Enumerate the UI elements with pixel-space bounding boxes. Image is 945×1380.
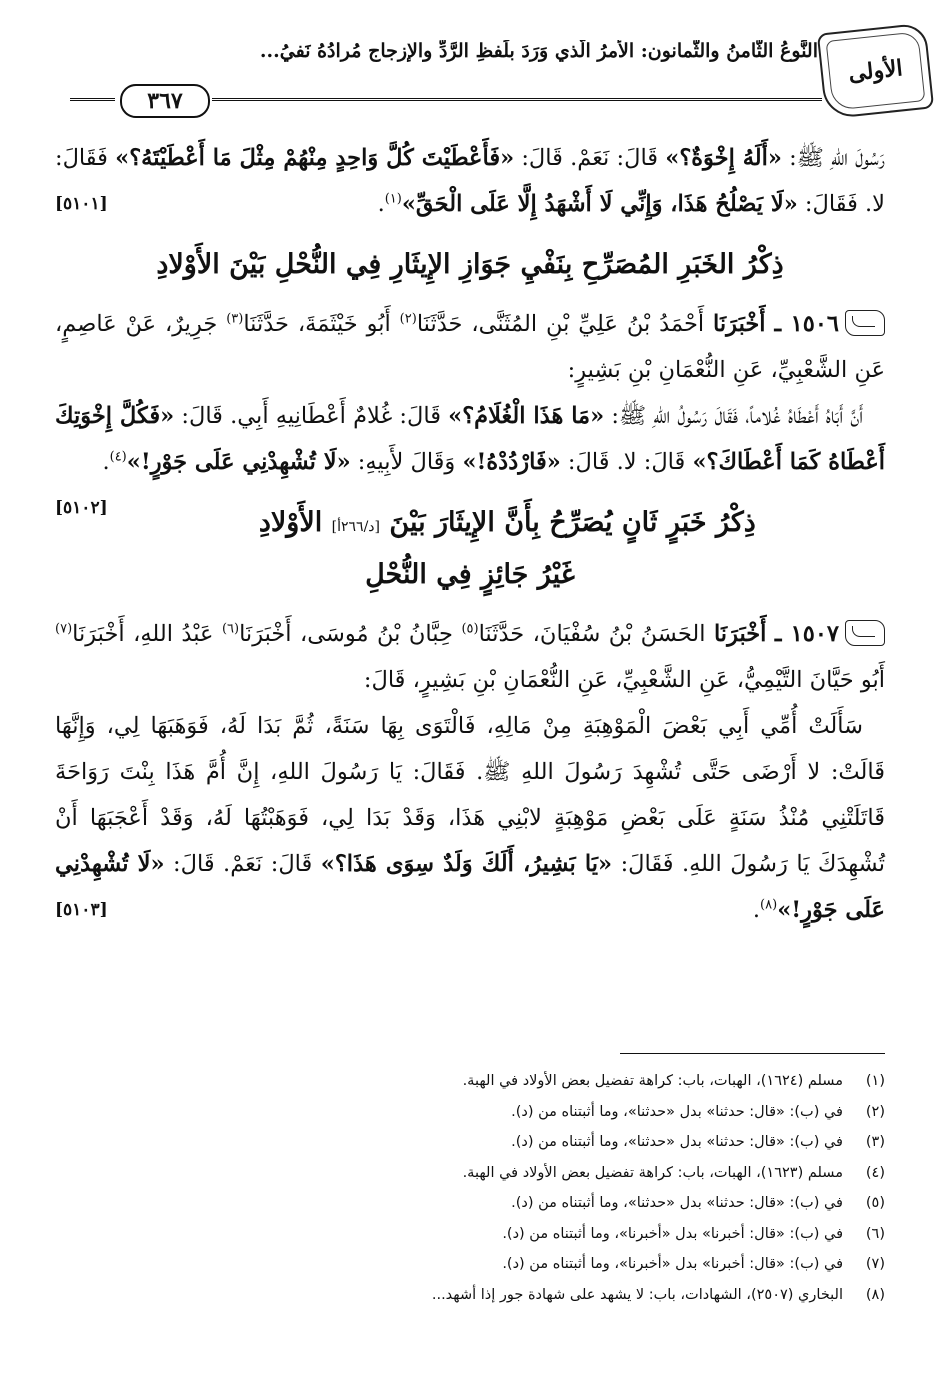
text-span: قَالَ: نَعَمْ. قَالَ: [164, 851, 321, 877]
footnote-marker[interactable]: (٤) [109, 449, 127, 465]
footnote-number: (٥) [865, 1195, 885, 1211]
footnote-marker[interactable]: (٨) [760, 897, 778, 913]
footnote-text: في (ب): «قال: أخبرنا» بدل «أخبرنا»، وما أثبتناه من (د). [502, 1256, 843, 1272]
text-span: جَرِيرٌ، عَنْ عَاصِمٍ، عَنِ الشَّعْبِيِّ، عَنِ النُّعْمَانِ بْنِ بَشِيرٍ: [55, 311, 885, 383]
footnote-number: (٣) [865, 1134, 885, 1150]
isnad-keyword: أَخْبَرَنَا [713, 621, 767, 647]
hadith-reference: [٥١٠٣] [55, 900, 108, 920]
text-span: الحَسَنُ بْنُ سُفْيَانَ، حَدَّثَنَا [478, 621, 714, 647]
footnote-item [55, 1158, 885, 1189]
footnote-separator [620, 1053, 885, 1054]
footnote-text: في (ب): «قال: حدثنا» بدل «حدثنا»، وما أثبتناه من (د). [511, 1195, 843, 1211]
hadith-isnad [55, 611, 885, 703]
page-number: ٣٦٧ [120, 84, 210, 118]
badge-text: الأولى [847, 55, 904, 87]
header-rule-left [70, 98, 115, 101]
footnote-marker[interactable]: (٧) [55, 621, 73, 637]
prophetic-quote: «لَا تُشْهِدْنِي عَلَى جَوْرٍ!» [126, 449, 351, 475]
text-span: وَقَالَ لأَبِيهِ: [350, 449, 463, 475]
section-title [55, 499, 885, 599]
footnote-marker[interactable]: (٥) [461, 621, 479, 637]
running-title: النَّوعُ الثَّامنُ والثَّمانون: الأمرُ الَّذي وَرَدَ بلَفظِ الرَّدِّ والإزجاج مُرادُهُ نَفيُ... [259, 40, 818, 62]
footnote-item [55, 1188, 885, 1219]
main-text [55, 135, 885, 933]
hadith-matn: أَنَّ أَبَاهُ أَعْطَاهُ غُلاماً، فَقَالَ رَسُولُ اللهِ ﷺ: «مَا هَذَا الْغُلَامُ؟» قَالَ: غُلامٌ أَعْطَانِيهِ أَبِي. قَالَ: «فَكُلَّ إِخْوَتِكَ أَعْطَاهُ كَمَا أَعْطَاكَ؟» قَالَ: لا. قَالَ: «فَارْدُدْهُ!» وَقَالَ لأَبِيهِ: «لَا تُشْهِدْنِي عَلَى جَوْرٍ!»$^{(٤)}$. [٥١٠٢] [55, 393, 885, 485]
prophetic-quote: «مَا هَذَا الْغُلَامُ؟» [448, 403, 605, 429]
footnote-number: (٦) [865, 1225, 885, 1242]
hadith-number: ١٥٠٧ ـ [774, 621, 839, 647]
hadith-isnad [55, 301, 885, 393]
text-span: أَبُو حَيَّانَ التَّيْمِيُّ، عَنِ الشَّعْبِيِّ، عَنِ النُّعْمَانِ بْنِ بَشِيرٍ، قَالَ: [363, 667, 885, 693]
footnote-text: البخاري (٢٥٠٧)، الشهادات، باب: لا يشهد على شهادة جور إذا أشهد... [431, 1286, 843, 1303]
footnote-text: في (ب): «قال: حدثنا» بدل «حدثنا»، وما أثبتناه من (د). [511, 1134, 843, 1150]
prophetic-quote: «لَا يَصْلُحُ هَذَا، وَإِنِّي لَا أَشْهَدُ إِلَّا عَلَى الْحَقِّ» [401, 191, 798, 217]
footnote-marker[interactable]: (١) [384, 191, 402, 207]
hadith-matn: سَأَلَتْ أُمِّي أَبِي بَعْضَ الْمَوْهِبَةِ مِنْ مَالِهِ، فَالْتَوَى بِهَا سَنَةً، ثُمَّ بَدَا لَهُ، فَوَهَبَهَا لِي، وَإِنَّهَا قَالَتْ: لا أَرْضَى حَتَّى تُشْهِدَ رَسُولَ اللهِ ﷺ. فَقَالَ: يَا رَسُولَ اللهِ، إِنَّ أُمَّ هَذَا بِنْتَ رَوَاحَةَ قَاتَلَتْنِي مُنْذُ سَنَةٍ عَلَى بَعْضِ مَوْهِبَةٍ لابْنِي هَذَا، وَقَدْ بَدَا لِي، فَوَهَبْتُهَا لَهُ، وَقَدْ أَعْجَبَهَا أَنْ تُشْهِدَكَ يَا رَسُولَ اللهِ. فَقَالَ: «يَا بَشِيرُ، أَلَكَ وَلَدٌ سِوَى هَذَا؟» قَالَ: نَعَمْ. قَالَ: «لَا تُشْهِدْنِي عَلَى جَوْرٍ!»$^{(٨)}$. [٥١٠٣] [55, 703, 885, 933]
footnotes [55, 1066, 885, 1310]
badge-frame [826, 31, 926, 110]
footnote-number: (٢) [865, 1103, 885, 1120]
header-rule-right [212, 98, 822, 101]
footnote-marker[interactable]: (٦) [221, 621, 240, 637]
text-span: أَبُو خَيْثَمَةَ، حَدَّثَنَا [243, 311, 400, 337]
hadith-number: ١٥٠٦ ـ [774, 311, 839, 337]
footnote-text: مسلم (١٦٢٤)، الهبات، باب: كراهة تفضيل بعض الأولاد في الهبة. [462, 1073, 843, 1089]
footnote-item [55, 1219, 885, 1250]
footnote-number: (٤) [865, 1164, 885, 1181]
hadith-marker-icon [845, 310, 885, 336]
prophetic-quote: «أَلَهُ إِخْوَةٌ؟» [665, 145, 782, 171]
footnote-marker[interactable]: (٣) [226, 311, 244, 327]
prophetic-quote: «لَا تُشْهِدْنِي عَلَى جَوْرٍ!» [55, 851, 885, 923]
prophetic-quote: «فَأَعْطَيْتَ كُلَّ وَاحِدٍ مِنْهُمْ مِثْلَ مَا أَعْطَيْتَهُ؟» [115, 145, 515, 171]
footnote-text: في (ب): «قال: أخبرنا» بدل «أخبرنا»، وما أثبتناه من (د). [502, 1225, 843, 1242]
text-span: قَالَ: لا. قَالَ: [560, 449, 693, 475]
prophetic-quote: «يَا بَشِيرُ، أَلَكَ وَلَدٌ سِوَى هَذَا؟» [320, 851, 613, 877]
section-title: ذِكْرُ الخَبَرِ المُصَرِّحِ بِنَفْيِ جَوَازِ الإِيثَارِ فِي النُّحْلِ بَيْنَ الأَوْلادِ [156, 249, 784, 280]
text-span: أَنَّ أَبَاهُ أَعْطَاهُ غُلاماً، فَقَالَ رَسُولُ اللهِ ﷺ: [604, 403, 864, 429]
text-span: قَالَ: غُلامٌ أَعْطَانِيهِ أَبِي. قَالَ: [174, 403, 449, 429]
title-text: ذِكْرُ خَبَرٍ ثَانٍ يُصَرِّحُ بِأَنَّ الإِيثَارَ بَيْنَ [389, 507, 756, 538]
paragraph-continuation: رَسُولَ اللهِ ﷺ: «أَلَهُ إِخْوَةٌ؟» قَالَ: نَعَمْ. قَالَ: «فَأَعْطَيْتَ كُلَّ وَاحِدٍ مِنْهُمْ مِثْلَ مَا أَعْطَيْتَهُ؟» فَقَالَ: لا. فَقَالَ: «لَا يَصْلُحُ هَذَا، وَإِنِّي لَا أَشْهَدُ إِلَّا عَلَى الْحَقِّ»$^{(١)}$. [٥١٠١] [55, 135, 885, 227]
hadith-marker-icon [845, 620, 885, 646]
footnote-item [55, 1280, 885, 1311]
isnad-keyword: أَخْبَرَنَا [713, 311, 766, 337]
hadith-reference: [٥١٠١] [55, 194, 108, 214]
text-span: أَحْمَدُ بْنُ عَلِيِّ بْنِ المُثَنَّى، حَدَّثَنَا [416, 311, 714, 337]
footnote-text: في (ب): «قال: حدثنا» بدل «حدثنا»، وما أثبتناه من (د). [511, 1103, 843, 1120]
footnote-item [55, 1249, 885, 1280]
footnote-item [55, 1097, 885, 1128]
text-span: قَالَ: نَعَمْ. قَالَ: [514, 145, 666, 171]
footnote-item [55, 1127, 885, 1158]
prophetic-quote: «فَكُلَّ إِخْوَتِكَ أَعْطَاهُ كَمَا أَعْطَاكَ؟» [55, 403, 885, 475]
footnote-text: مسلم (١٦٢٣)، الهبات، باب: كراهة تفضيل بعض الأولاد في الهبة. [462, 1164, 843, 1181]
footnote-number: (١) [865, 1073, 885, 1089]
text-span: فَقَالَ: لا. فَقَالَ: [55, 145, 885, 217]
ornamental-badge [817, 23, 934, 120]
manuscript-reference: [د/٢٦٦أ] [331, 519, 380, 535]
text-span: حِبَّانُ بْنُ مُوسَى، أَخْبَرَنَا [239, 621, 462, 647]
footnote-marker[interactable]: (٢) [399, 311, 417, 327]
page-header [70, 28, 930, 128]
footnote-number: (٨) [865, 1286, 885, 1303]
footnote-item [55, 1066, 885, 1097]
footnote-number: (٧) [865, 1256, 885, 1272]
title-text: الأَوْلادِ [258, 507, 323, 538]
title-text: غَيْرُ جَائِزٍ فِي النُّحْلِ [365, 559, 575, 590]
text-span: رَسُولَ اللهِ ﷺ: [781, 145, 885, 171]
prophetic-quote: «فَارْدُدْهُ!» [462, 449, 561, 475]
text-span: عَبْدُ اللهِ، أَخْبَرَنَا [72, 621, 222, 647]
text-span: سَأَلَتْ أُمِّي أَبِي بَعْضَ الْمَوْهِبَةِ مِنْ مَالِهِ، فَالْتَوَى بِهَا سَنَةً، ثُمَّ بَدَا لَهُ، فَوَهَبَهَا لِي، وَإِنَّهَا قَالَتْ: لا أَرْضَى حَتَّى تُشْهِدَ رَسُولَ اللهِ ﷺ. فَقَالَ: يَا رَسُولَ اللهِ، إِنَّ أُمَّ هَذَا بِنْتَ رَوَاحَةَ قَاتَلَتْنِي مُنْذُ سَنَةٍ عَلَى بَعْضِ مَوْهِبَةٍ لابْنِي هَذَا، وَقَدْ بَدَا لِي، فَوَهَبْتُهَا لَهُ، وَقَدْ أَعْجَبَهَا أَنْ تُشْهِدَكَ يَا رَسُولَ اللهِ. فَقَالَ: [55, 713, 885, 877]
hadith-reference: [٥١٠٢] [55, 498, 108, 518]
